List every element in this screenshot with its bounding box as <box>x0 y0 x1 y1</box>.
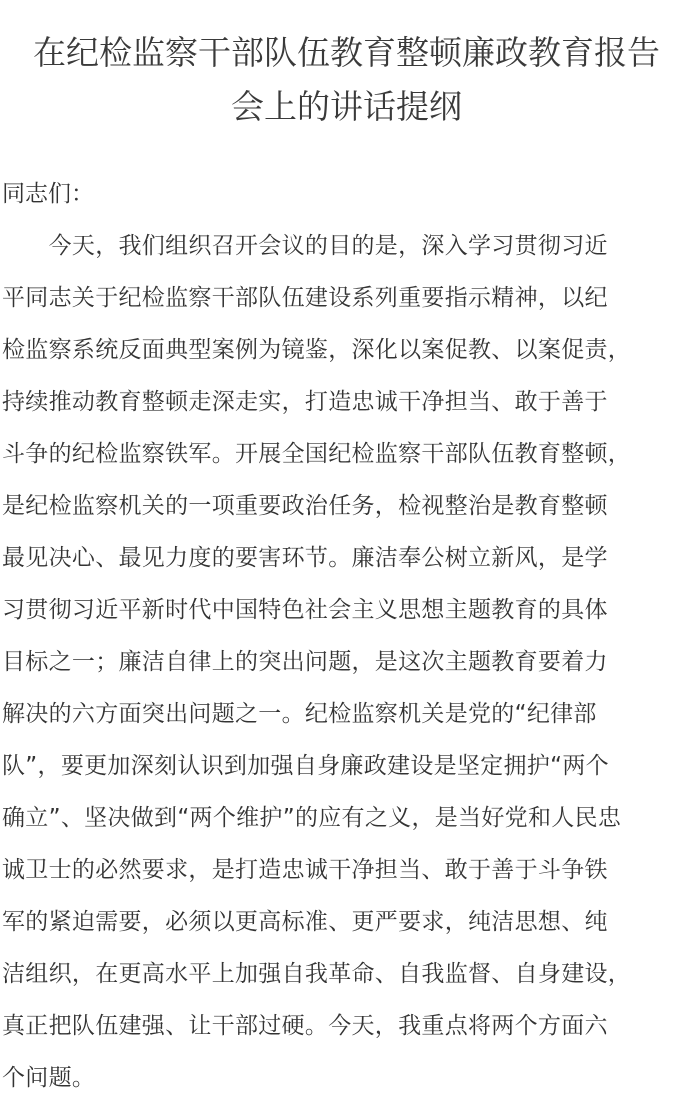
paragraph-line: 检监察系统反面典型案例为镜鉴，深化以案促教、以案促责， <box>2 337 632 363</box>
paragraph-line: 解决的六方面突出问题之一。纪检监察机关是党的“纪律部 <box>2 701 597 727</box>
body-paragraph <box>2 220 691 1104</box>
paragraph-line: 目标之一；廉洁自律上的突出问题，是这次主题教育要着力 <box>2 649 608 675</box>
paragraph-line: 斗争的纪检监察铁军。开展全国纪检监察干部队伍教育整顿， <box>2 441 632 467</box>
paragraph-line: 个问题。 <box>2 1065 96 1091</box>
paragraph-line: 洁组织，在更高水平上加强自我革命、自我监督、自身建设， <box>2 961 632 987</box>
title-line: 在纪检监察干部队伍教育整顿廉政教育报告 <box>33 33 660 72</box>
paragraph-line: 确立”、坚决做到“两个维护”的应有之义，是当好党和人民忠 <box>2 805 622 831</box>
paragraph-line: 诚卫士的必然要求，是打造忠诚干净担当、敢于善于斗争铁 <box>2 857 608 883</box>
paragraph-line: 最见决心、最见力度的要害环节。廉洁奉公树立新风，是学 <box>2 545 608 571</box>
document-title <box>2 0 691 134</box>
paragraph-line: 真正把队伍建强、让干部过硬。今天，我重点将两个方面六 <box>2 1013 608 1039</box>
paragraph-line: 队”，要更加深刻认识到加强自身廉政建设是坚定拥护“两个 <box>2 753 609 779</box>
title-line: 会上的讲话提纲 <box>231 87 462 126</box>
paragraph-line: 习贯彻习近平新时代中国特色社会主义思想主题教育的具体 <box>2 597 608 623</box>
paragraph-line: 平同志关于纪检监察干部队伍建设系列重要指示精神，以纪 <box>2 285 608 311</box>
salutation: 同志们： <box>2 181 94 207</box>
paragraph-line: 军的紧迫需要，必须以更高标准、更严要求，纯洁思想、纯 <box>2 909 608 935</box>
paragraph-line: 今天，我们组织召开会议的目的是，深入学习贯彻习近 <box>2 233 608 259</box>
paragraph-line: 是纪检监察机关的一项重要政治任务，检视整治是教育整顿 <box>2 493 608 519</box>
paragraph-line: 持续推动教育整顿走深走实，打造忠诚干净担当、敢于善于 <box>2 389 608 415</box>
